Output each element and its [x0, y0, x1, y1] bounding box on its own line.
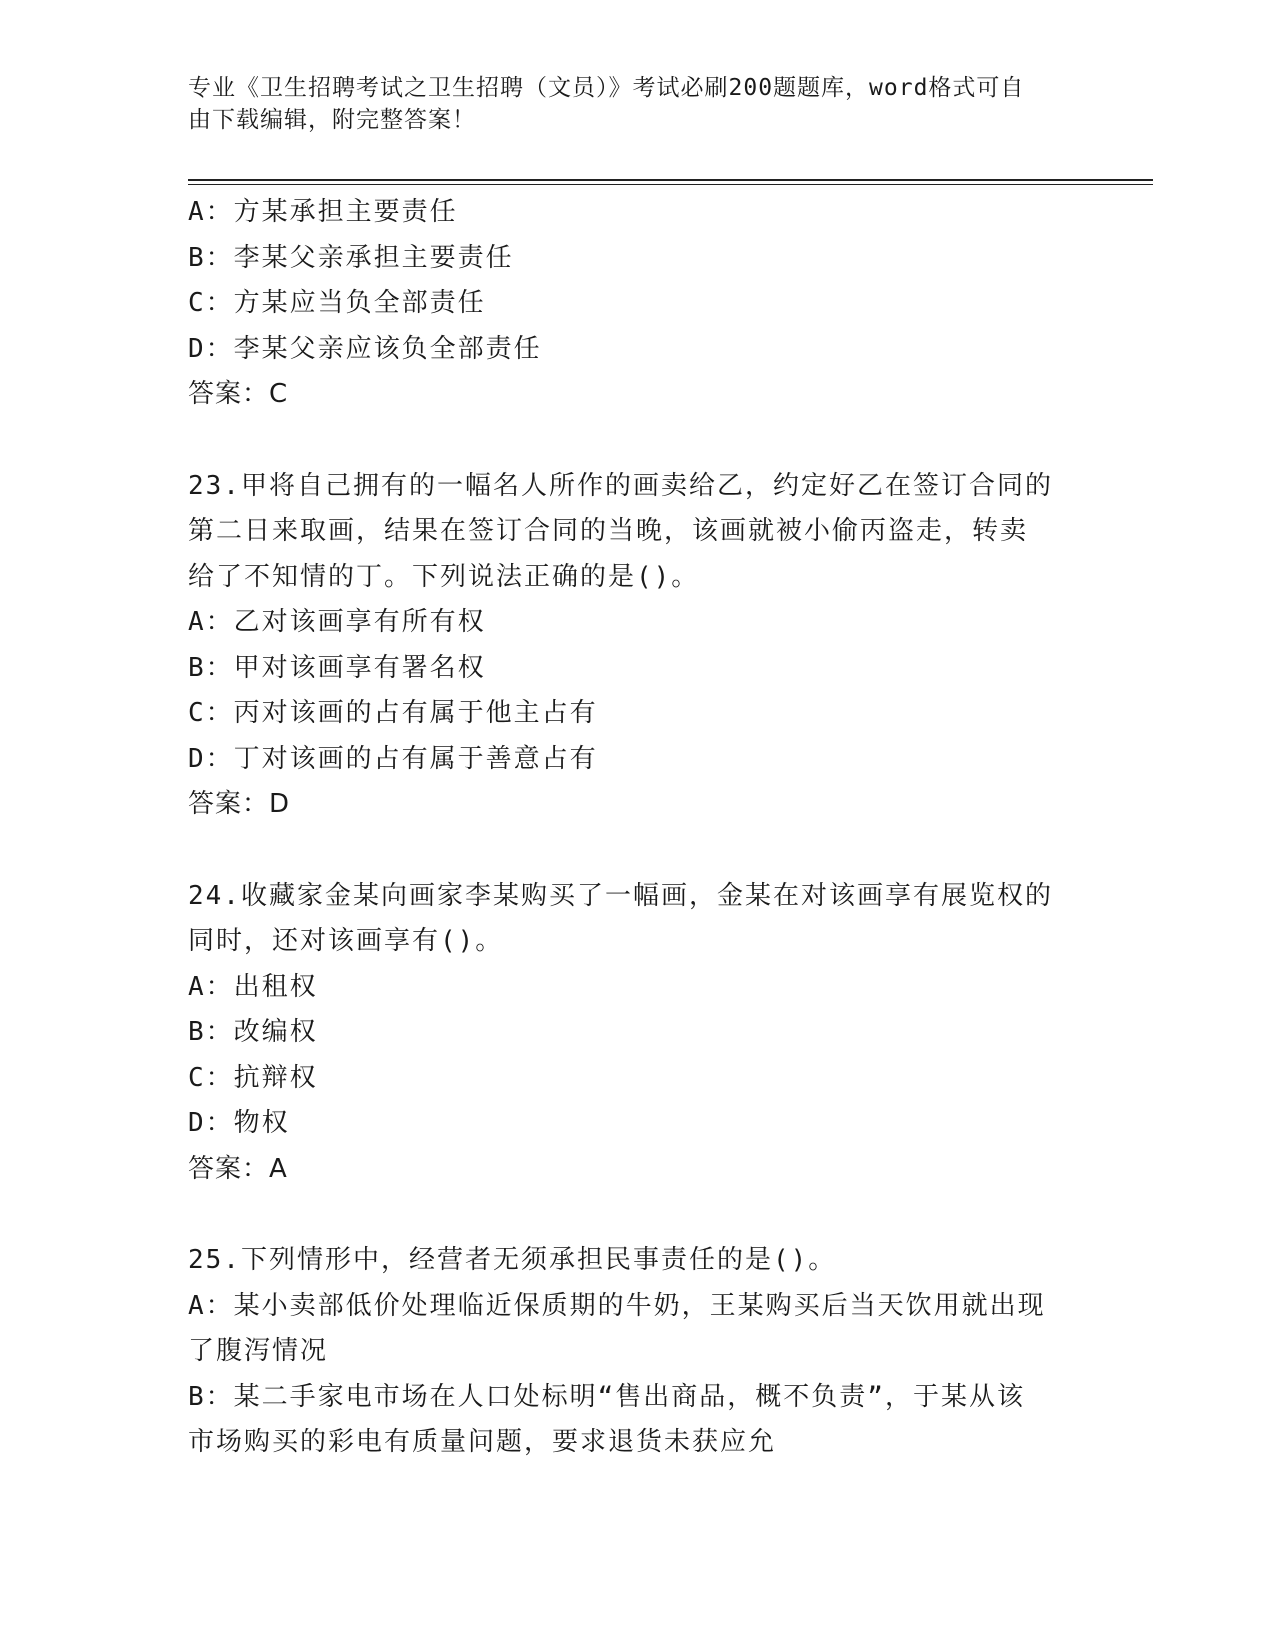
option-b-continued: 市场购买的彩电有质量问题，要求退货未获应允 [188, 1427, 777, 1457]
option-c: C：方某应当负全部责任 [188, 288, 486, 318]
question-25 [188, 1238, 1088, 1466]
option-d: D：李某父亲应该负全部责任 [188, 333, 542, 364]
answer-line: 答案：A [188, 1153, 288, 1184]
option-c: C：抗辩权 [188, 1062, 318, 1093]
option-a: A：出租权 [188, 971, 318, 1002]
question-text-line: 给了不知情的丁。下列说法正确的是()。 [188, 561, 700, 592]
option-b: B：某二手家电市场在人口处标明“售出商品，概不负责”，于某从该 [188, 1381, 1025, 1412]
question-24 [188, 874, 1088, 1193]
question-text-line: 同时，还对该画享有()。 [188, 926, 504, 956]
header-divider [188, 179, 1153, 181]
option-a: A：方某承担主要责任 [188, 197, 458, 227]
option-d: D：丁对该画的占有属于善意占有 [188, 743, 598, 774]
header-divider-thin [188, 184, 1153, 185]
question-list [188, 190, 1088, 1466]
question-22-tail [188, 190, 1088, 418]
question-23 [188, 464, 1088, 828]
option-d: D：物权 [188, 1108, 290, 1138]
question-text-line: 23.甲将自己拥有的一幅名人所作的画卖给乙，约定好乙在签订合同的 [188, 470, 1053, 501]
option-b: B：改编权 [188, 1017, 318, 1047]
question-text-line: 24.收藏家金某向画家李某购买了一幅画，金某在对该画享有展览权的 [188, 880, 1053, 911]
document-header [188, 72, 1068, 136]
header-line-2: 由下载编辑，附完整答案！ [188, 107, 476, 133]
option-a-continued: 了腹泻情况 [188, 1336, 329, 1366]
option-c: C：丙对该画的占有属于他主占有 [188, 698, 598, 728]
option-a: A：某小卖部低价处理临近保质期的牛奶，王某购买后当天饮用就出现 [188, 1290, 1046, 1321]
option-a: A：乙对该画享有所有权 [188, 607, 486, 637]
header-line-1: 专业《卫生招聘考试之卫生招聘（文员）》考试必刷200题题库，word格式可自 [188, 75, 1025, 101]
option-b: B：甲对该画享有署名权 [188, 652, 486, 683]
answer-line: 答案：D [188, 789, 291, 819]
question-text-line: 第二日来取画，结果在签订合同的当晚，该画就被小偷丙盗走，转卖 [188, 516, 1029, 546]
answer-line: 答案：C [188, 379, 289, 409]
option-b: B：李某父亲承担主要责任 [188, 242, 514, 273]
question-text-line: 25.下列情形中，经营者无须承担民事责任的是()。 [188, 1245, 837, 1275]
